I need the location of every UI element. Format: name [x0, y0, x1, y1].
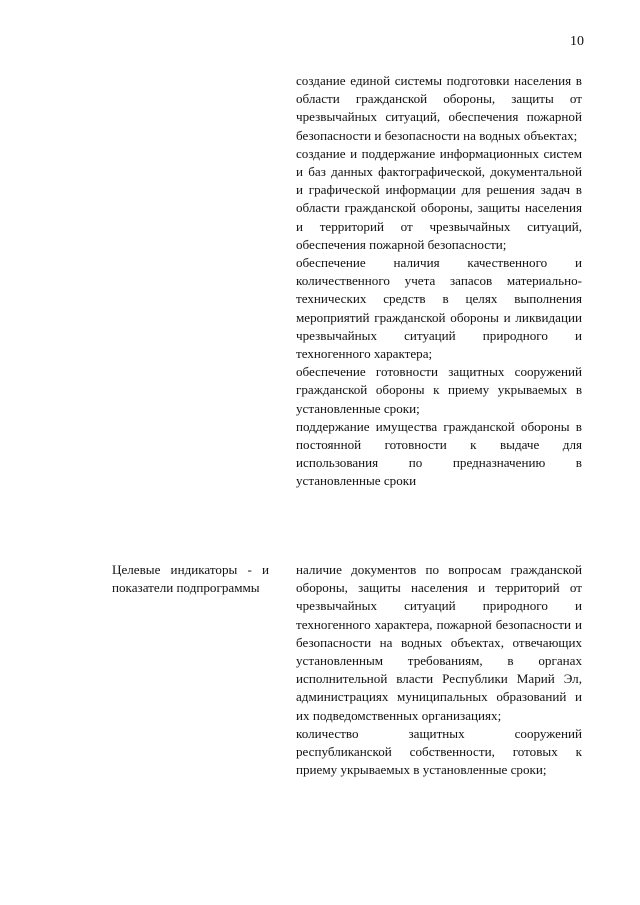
tasks-list — [296, 72, 582, 491]
list-item: обеспечение наличия качественного и количественного учета запасов материально-технических средств в целях выполнения мероприятий гражданской обороны и ликвидации чрезвычайных ситуаций природного и техногенного характера; — [296, 255, 582, 362]
list-item: создание и поддержание информационных систем и баз данных фактографической, документальной и графической информации для решения задач в области гражданской обороны, защиты населения и территорий от чрезвычайных ситуаций, обеспечения пожарной безопасности; — [296, 145, 582, 252]
page-number: 10 — [570, 34, 584, 49]
list-item: количество защитных сооружений республиканской собственности, готовых к приему укрываемых в установленные сроки; — [296, 725, 582, 778]
list-item: обеспечение готовности защитных сооружений гражданской обороны к приему укрываемых в установленные сроки; — [296, 364, 582, 416]
indicators-label: Целевые индикаторы - и показатели подпрограммы — [112, 562, 269, 596]
indicators-list — [296, 561, 582, 779]
list-item: создание единой системы подготовки населения в области гражданской обороны, защиты от чрезвычайных ситуаций, обеспечения пожарной безопасности и безопасности на водных объектах; — [296, 73, 582, 143]
list-item: наличие документов по вопросам гражданской обороны, защиты населения и территорий от чрезвычайных ситуаций природного и техногенного характера, пожарной безопасности и безопасности на водных объектах, отвечающих установленным требованиям, в органах исполнительной власти Республики Марий Эл, администрациях муниципальных образований и их подведомственных организациях; — [296, 562, 582, 723]
list-item: поддержание имущества гражданской обороны в постоянной готовности к выдаче для использования по предназначению в установленные сроки — [296, 418, 582, 489]
